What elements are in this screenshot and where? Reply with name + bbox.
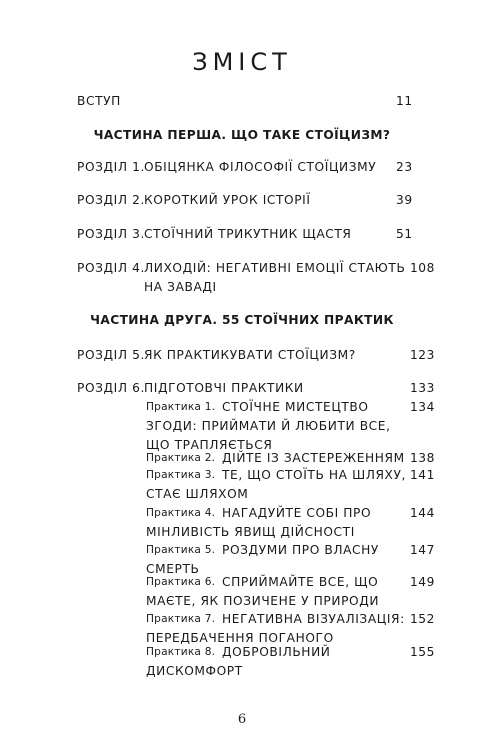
practice-label: Практика 3. <box>146 469 216 481</box>
toc-entry-practice-5[interactable] <box>0 543 484 579</box>
practice-label: Практика 1. <box>146 401 216 413</box>
toc-entry-page: 108 <box>409 261 435 275</box>
practice-title: СПРИЙМАЙТЕ ВСЕ, ЩО <box>222 575 379 589</box>
toc-entry-page: 23 <box>396 160 413 174</box>
toc-entry-practice-6[interactable] <box>0 575 484 611</box>
toc-entry-title: КОРОТКИЙ УРОК ІСТОРІЇ <box>144 193 311 207</box>
page-title: ЗМІСТ <box>192 48 292 76</box>
practice-page: 141 <box>409 468 435 482</box>
part-heading: ЧАСТИНА ПЕРША. ЩО ТАКЕ СТОЇЦИЗМ? <box>93 128 391 142</box>
toc-entry-practice-2[interactable] <box>0 451 484 467</box>
practice-title-continued: ПЕРЕДБАЧЕННЯ ПОГАНОГО <box>146 631 334 645</box>
practice-page: 147 <box>409 543 435 557</box>
toc-entry-chapter-6[interactable] <box>0 381 484 397</box>
practice-page: 144 <box>409 506 435 520</box>
practice-page: 155 <box>409 645 435 659</box>
toc-entry-practice-8[interactable] <box>0 645 484 681</box>
practice-title: РОЗДУМИ ПРО ВЛАСНУ <box>222 543 379 557</box>
toc-entry-practice-7[interactable] <box>0 612 484 648</box>
toc-entry-label: РОЗДІЛ 1. <box>77 160 145 174</box>
practice-label: Практика 7. <box>146 613 216 625</box>
toc-entry-title: ОБІЦЯНКА ФІЛОСОФІЇ СТОЇЦИЗМУ <box>144 160 377 174</box>
practice-label: Практика 5. <box>146 544 216 556</box>
toc-entry-practice-3[interactable] <box>0 468 484 504</box>
practice-title: ДІЙТЕ ІЗ ЗАСТЕРЕЖЕННЯМ <box>222 451 405 465</box>
toc-entry-label: РОЗДІЛ 3. <box>77 227 145 241</box>
practice-title: НЕГАТИВНА ВІЗУАЛІЗАЦІЯ: <box>222 612 405 626</box>
toc-entry-chapter-2[interactable] <box>0 193 484 209</box>
practice-title-continued: СТАЄ ШЛЯХОМ <box>146 487 249 501</box>
practice-title-continued: МАЄТЕ, ЯК ПОЗИЧЕНЕ У ПРИРОДИ <box>146 594 380 608</box>
toc-entry-intro[interactable] <box>0 94 484 110</box>
toc-entry-title: ЯК ПРАКТИКУВАТИ СТОЇЦИЗМ? <box>144 348 356 362</box>
practice-label: Практика 4. <box>146 507 216 519</box>
toc-entry-title: ПІДГОТОВЧІ ПРАКТИКИ <box>144 381 304 395</box>
practice-label: Практика 2. <box>146 452 216 464</box>
practice-page: 149 <box>409 575 435 589</box>
toc-entry-page: 11 <box>396 94 413 108</box>
practice-label: Практика 8. <box>146 646 216 658</box>
toc-entry-label: РОЗДІЛ 4. <box>77 261 145 275</box>
practice-page: 138 <box>409 451 435 465</box>
toc-entry-label: РОЗДІЛ 2. <box>77 193 145 207</box>
practice-page: 134 <box>409 400 435 414</box>
practice-title-continued-2: ЩО ТРАПЛЯЄТЬСЯ <box>146 438 273 452</box>
practice-title: НАГАДУЙТЕ СОБІ ПРО <box>222 506 372 520</box>
toc-entry-page: 51 <box>396 227 413 241</box>
part-heading: ЧАСТИНА ДРУГА. 55 СТОЇЧНИХ ПРАКТИК <box>90 313 394 327</box>
toc-entry-label: ВСТУП <box>77 94 121 108</box>
toc-entry-chapter-3[interactable] <box>0 227 484 243</box>
practice-title-continued: ЗГОДИ: ПРИЙМАТИ Й ЛЮБИТИ ВСЕ, <box>146 419 391 433</box>
toc-entry-label: РОЗДІЛ 5. <box>77 348 145 362</box>
practice-label: Практика 6. <box>146 576 216 588</box>
toc-entry-chapter-5[interactable] <box>0 348 484 364</box>
practice-title: ДОБРОВІЛЬНИЙ <box>222 645 331 659</box>
practice-title: ТЕ, ЩО СТОЇТЬ НА ШЛЯХУ, <box>222 468 407 482</box>
page-number: 6 <box>237 712 247 727</box>
toc-entry-title: СТОЇЧНИЙ ТРИКУТНИК ЩАСТЯ <box>144 227 352 241</box>
toc-entry-title-continued: НА ЗАВАДІ <box>144 280 217 294</box>
toc-entry-page: 133 <box>409 381 435 395</box>
practice-title-continued: СМЕРТЬ <box>146 562 200 576</box>
toc-entry-label: РОЗДІЛ 6. <box>77 381 145 395</box>
toc-entry-chapter-4[interactable] <box>0 261 484 297</box>
practice-title-continued: ДИСКОМФОРТ <box>146 664 243 678</box>
practice-page: 152 <box>409 612 435 626</box>
toc-entry-page: 123 <box>409 348 435 362</box>
practice-title-continued: МІНЛИВІСТЬ ЯВИЩ ДІЙСНОСТІ <box>146 525 355 539</box>
toc-entry-practice-4[interactable] <box>0 506 484 542</box>
toc-entry-title: ЛИХОДІЙ: НЕГАТИВНІ ЕМОЦІЇ СТАЮТЬ <box>144 261 406 275</box>
toc-entry-practice-1[interactable] <box>0 400 484 456</box>
toc-entry-chapter-1[interactable] <box>0 160 484 176</box>
practice-title: СТОЇЧНЕ МИСТЕЦТВО <box>222 400 369 414</box>
toc-entry-page: 39 <box>396 193 413 207</box>
